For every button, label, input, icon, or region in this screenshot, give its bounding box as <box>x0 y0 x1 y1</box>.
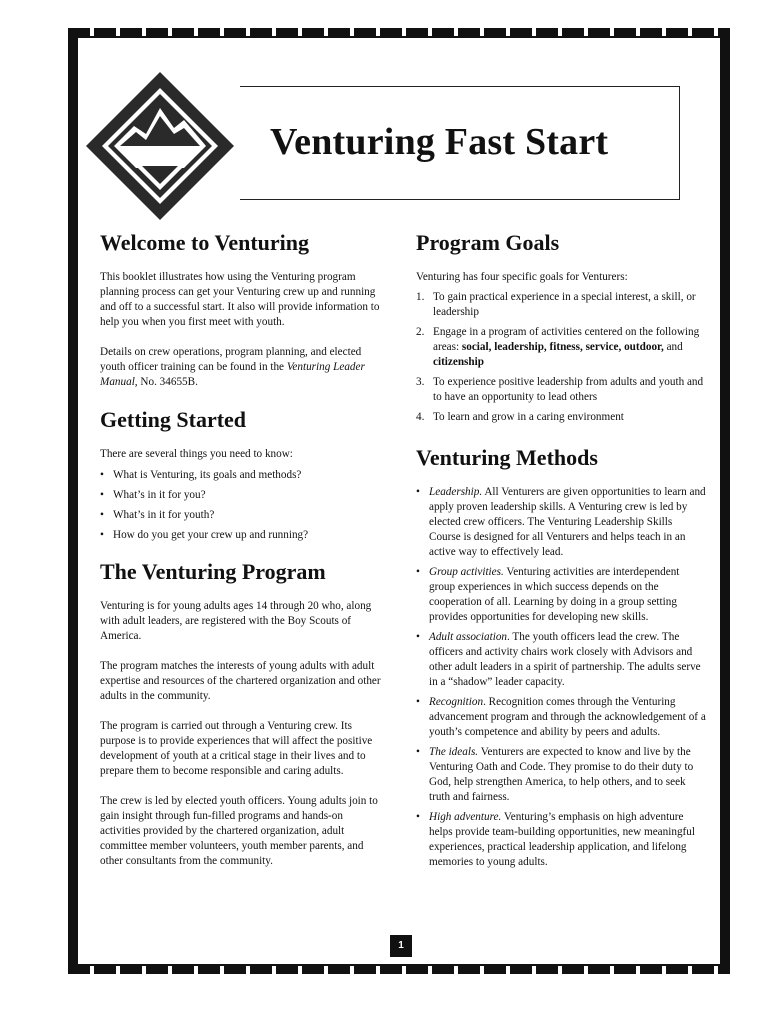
left-column <box>100 228 386 884</box>
list-item: • High adventure. Venturing’s emphasis on high adventure helps provide team-building opportunities, new meaningful experiences, practical leadership application, and lifelong memories to young adults. <box>416 810 706 870</box>
list-item: • How do you get your crew up and running? <box>100 528 386 543</box>
welcome-paragraph-1: This booklet illustrates how using the Venturing program planning process can get your Venturing crew up and running and off to a successful start. It also will provide information to help you when you first meet with youth. <box>100 271 380 328</box>
welcome-paragraph-2: Details on crew operations, program planning, and elected youth officer training can be found in the Venturing Leader Manual, No. 34655B. <box>100 346 365 388</box>
list-item: 4. To learn and grow in a caring environment <box>416 411 624 423</box>
venturing-program-heading: The Venturing Program <box>100 559 326 584</box>
getting-started-list <box>100 468 386 543</box>
goals-intro: Venturing has four specific goals for Venturers: <box>416 271 628 283</box>
list-item: • Adult association. The youth officers lead the crew. The officers and activity chairs work closely with Advisors and other adult leaders in a spirit of partnership. The adults serve in a “shadow” leader capacity. <box>416 630 706 690</box>
manual-title: Venturing Leader Manual, <box>100 361 365 388</box>
list-item: • The ideals. Venturers are expected to know and live by the Venturing Oath and Code. They promise to do their duty to God, help strengthen America, to help others, and to seek truth and fairness. <box>416 745 706 805</box>
list-item: 3. To experience positive leadership from adults and youth and to have an opportunity to lead others <box>416 376 704 403</box>
getting-started-intro: There are several things you need to know: <box>100 448 293 460</box>
list-item: • Leadership. All Venturers are given opportunities to learn and apply proven leadership skills. A Venturing crew is led by elected crew officers. The Venturing Leadership Skills Course is designed for all Venturers and helps teach in an active way to effectively lead. <box>416 485 706 560</box>
venturing-methods-heading: Venturing Methods <box>416 445 598 470</box>
list-item: • What’s in it for you? <box>100 488 386 503</box>
page-title: Venturing Fast Start <box>270 121 609 163</box>
methods-list <box>416 485 706 870</box>
program-paragraph-2: The program matches the interests of young adults with adult expertise and resources of the chartered organization and other adults in the community. <box>100 660 381 702</box>
list-item: • What’s in it for youth? <box>100 508 386 523</box>
list-item: • Recognition. Recognition comes through the Venturing advancement program and through the acknowledgement of a youth’s competence and ability by peers and adults. <box>416 695 706 740</box>
list-item: 1. To gain practical experience in a special interest, a skill, or leadership <box>416 291 696 318</box>
program-paragraph-3: The program is carried out through a Venturing crew. Its purpose is to provide experiences that will affect the positive development of youth at a critical stage in their lives and to prepare them to become responsible and caring adults. <box>100 720 373 777</box>
list-item: • Group activities. Venturing activities are interdependent group experiences in which success depends on the cooperation of all. Learning by doing in a group setting provides opportunities for developing new skills. <box>416 565 706 625</box>
venturing-mountain-diamond-icon <box>84 70 236 222</box>
welcome-heading: Welcome to Venturing <box>100 230 309 255</box>
page-number: 1 <box>390 935 412 957</box>
program-paragraph-4: The crew is led by elected youth officers. Young adults join to gain insight through fun-filled programs and hands-on activities provided by the chartered organization, adult committee member volunteers, youth member parents, and other consultants from the community. <box>100 795 378 867</box>
list-item: • What is Venturing, its goals and methods? <box>100 468 386 483</box>
program-paragraph-1: Venturing is for young adults ages 14 through 20 who, along with adult leaders, are registered with the Boy Scouts of America. <box>100 600 372 642</box>
program-goals-heading: Program Goals <box>416 230 560 255</box>
goals-list <box>416 290 706 425</box>
getting-started-heading: Getting Started <box>100 407 247 432</box>
list-item: 2. Engage in a program of activities centered on the following areas: social, leadership, fitness, service, outdoor, and citizenship <box>416 326 700 368</box>
right-column <box>416 228 706 875</box>
